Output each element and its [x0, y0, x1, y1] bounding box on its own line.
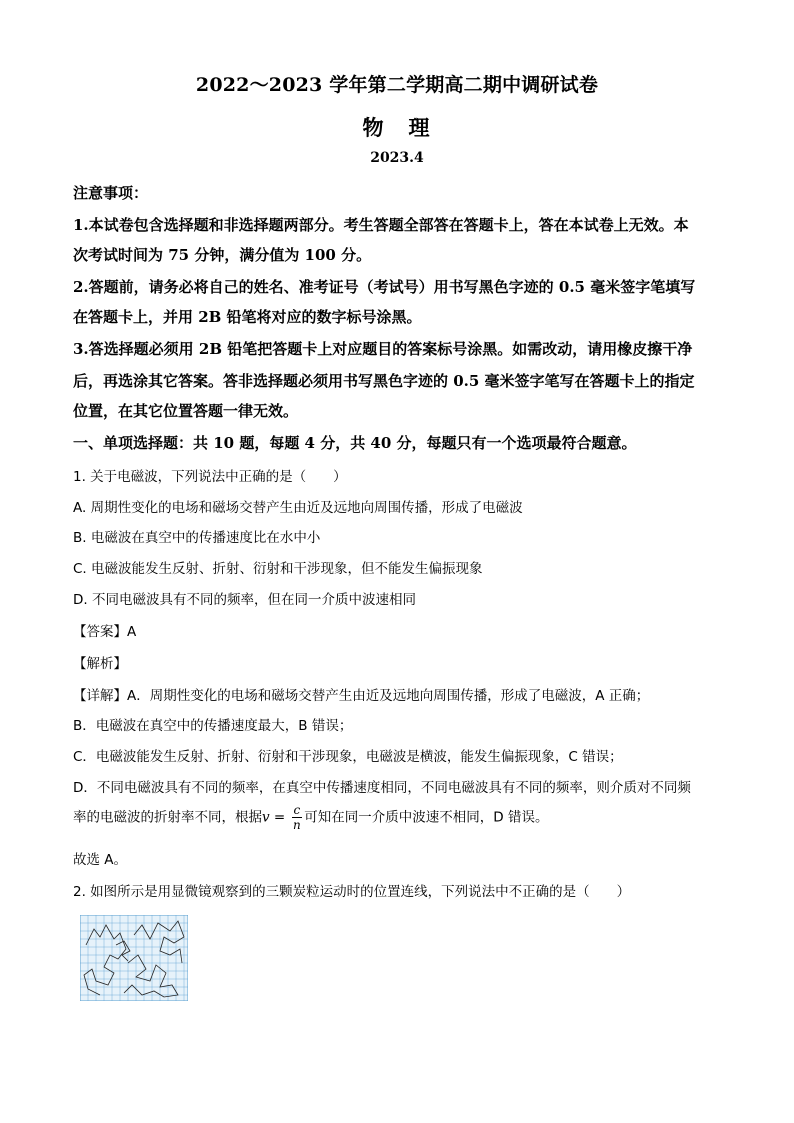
- question-1-detail-d-line-2: [73, 804, 733, 831]
- brownian-trace-svg: [80, 915, 188, 1001]
- question-1-detail-d-line-1: D．不同电磁波具有不同的频率，在真空中传播速度相同，不同电磁波具有不同的频率，则介质对不同频: [73, 780, 691, 796]
- formula-fraction: [292, 804, 303, 831]
- question-1-option-d: D. 不同电磁波具有不同的频率，但在同一介质中波速相同: [73, 592, 416, 608]
- formula-velocity: v: [262, 809, 270, 826]
- question-1-stem: 1. 关于电磁波，下列说法中正确的是（ ）: [73, 469, 347, 485]
- notice-item-1-line-2: 次考试时间为 75 分钟，满分值为 100 分。: [73, 246, 372, 264]
- notice-item-2-line-2: 在答题卡上，并用 2B 铅笔将对应的数字标号涂黑。: [73, 308, 422, 326]
- question-1-detail-a: 【详解】A．周期性变化的电场和磁场交替产生由近及远地向周围传播，形成了电磁波，A 正确；: [73, 688, 650, 704]
- detail-d-line-2-prefix: 率的电磁波的折射率不同，根据: [73, 809, 262, 826]
- question-1-detail-c: C．电磁波能发生反射、折射、衍射和干涉现象，电磁波是横波，能发生偏振现象，C 错误；: [73, 749, 623, 765]
- detail-d-line-2-suffix: 可知在同一介质中波速不相同，D 错误。: [304, 809, 549, 826]
- notice-item-1-line-1: 1.本试卷包含选择题和非选择题两部分。考生答题全部答在答题卡上，答在本试卷上无效。本: [73, 216, 689, 234]
- formula-denominator: n: [293, 818, 301, 832]
- question-1-option-b: B. 电磁波在真空中的传播速度比在水中小: [73, 530, 321, 546]
- notice-item-3-line-2: 后，再选涂其它答案。答非选择题必须用书写黑色字迹的 0.5 毫米签字笔写在答题卡上的指定: [73, 372, 695, 390]
- question-1-option-a: A. 周期性变化的电场和磁场交替产生由近及远地向周围传播，形成了电磁波: [73, 500, 523, 516]
- notice-heading: 注意事项：: [73, 184, 149, 202]
- exam-title: 2022～2023 学年第二学期高二期中调研试卷: [195, 74, 599, 96]
- section-heading: 一、单项选择题：共 10 题，每题 4 分，共 40 分，每题只有一个选项最符合题意。: [73, 434, 637, 452]
- question-2-stem: 2. 如图所示是用显微镜观察到的三颗炭粒运动时的位置连线，下列说法中不正确的是（ ）: [73, 884, 631, 900]
- brownian-motion-figure: [80, 915, 188, 1001]
- notice-item-3-line-1: 3.答选择题必须用 2B 铅笔把答题卡上对应题目的答案标号涂黑。如需改动，请用橡皮擦干净: [73, 340, 693, 358]
- question-1-detail-b: B．电磁波在真空中的传播速度最大，B 错误；: [73, 718, 353, 734]
- formula-numerator: c: [293, 803, 301, 817]
- question-1-conclusion: 故选 A。: [73, 852, 128, 868]
- question-1-option-c: C. 电磁波能发生反射、折射、衍射和干涉现象，但不能发生偏振现象: [73, 561, 483, 577]
- question-1-analysis-label: 【解析】: [73, 656, 127, 672]
- formula-equals: =: [269, 809, 290, 826]
- subject-title: 物 理: [362, 115, 432, 140]
- notice-item-3-line-3: 位置，在其它位置答题一律无效。: [73, 402, 299, 420]
- exam-date: 2023.4: [370, 150, 424, 166]
- question-1-answer: 【答案】A: [73, 624, 137, 640]
- notice-item-2-line-1: 2.答题前，请务必将自己的姓名、准考证号（考试号）用书写黑色字迹的 0.5 毫米签字笔填写: [73, 278, 696, 296]
